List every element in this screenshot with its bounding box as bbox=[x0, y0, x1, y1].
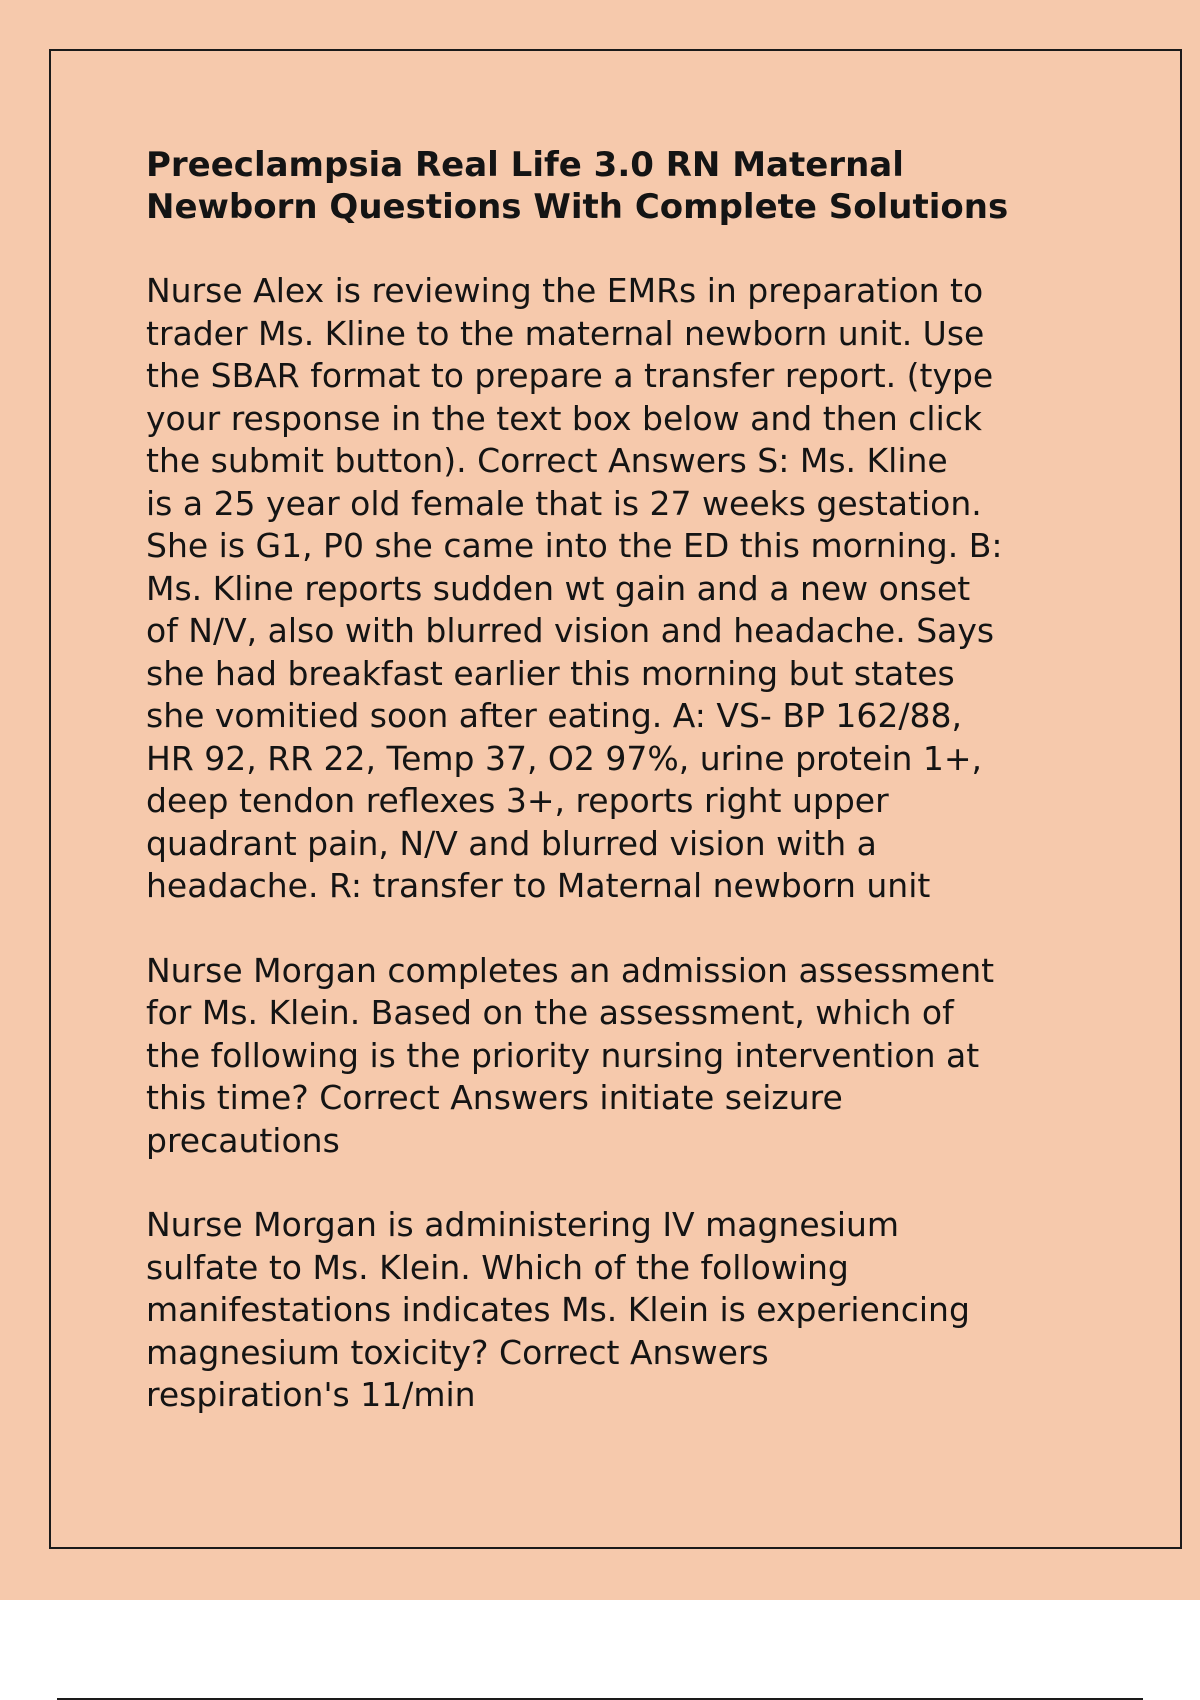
qa-block-magnesium-toxicity: Nurse Morgan is administering IV magnesium sulfate to Ms. Klein. Which of the following manifestations indicates Ms. Klein is experiencing magnesium toxicity? Correct Answers respiration's 11/min bbox=[146, 1205, 970, 1414]
qa-block-priority-intervention: Nurse Morgan completes an admission assessment for Ms. Klein. Based on the assessment, which of the following is the priority nursing intervention at this time? Correct Answers initiate seizure precautions bbox=[146, 950, 995, 1160]
document-content bbox=[146, 144, 1106, 1459]
qa-block-sbar-report: Nurse Alex is reviewing the EMRs in preparation to trader Ms. Kline to the maternal newborn unit. Use the SBAR format to prepare a transfer report. (type your response in the text box below and then click the submit button). Correct Answers S: Ms. Kline is a 25 year old female that is 27 weeks gestation. She is G1, P0 she came into the ED this morning. B: Ms. Kline reports sudden wt gain and a new onset of N/V, also with blurred vision and headache. Says she had breakfast earlier this morning but states she vomitied soon after eating. A: VS- BP 162/88, HR 92, RR 22, Temp 37, O2 97%, urine protein 1+, deep tendon reflexes 3+, reports right upper quadrant pain, N/V and blurred vision with a headache. R: transfer to Maternal newborn unit bbox=[146, 271, 1003, 905]
document-title: Preeclampsia Real Life 3.0 RN Maternal Newborn Questions With Complete Solutions bbox=[146, 145, 1009, 227]
